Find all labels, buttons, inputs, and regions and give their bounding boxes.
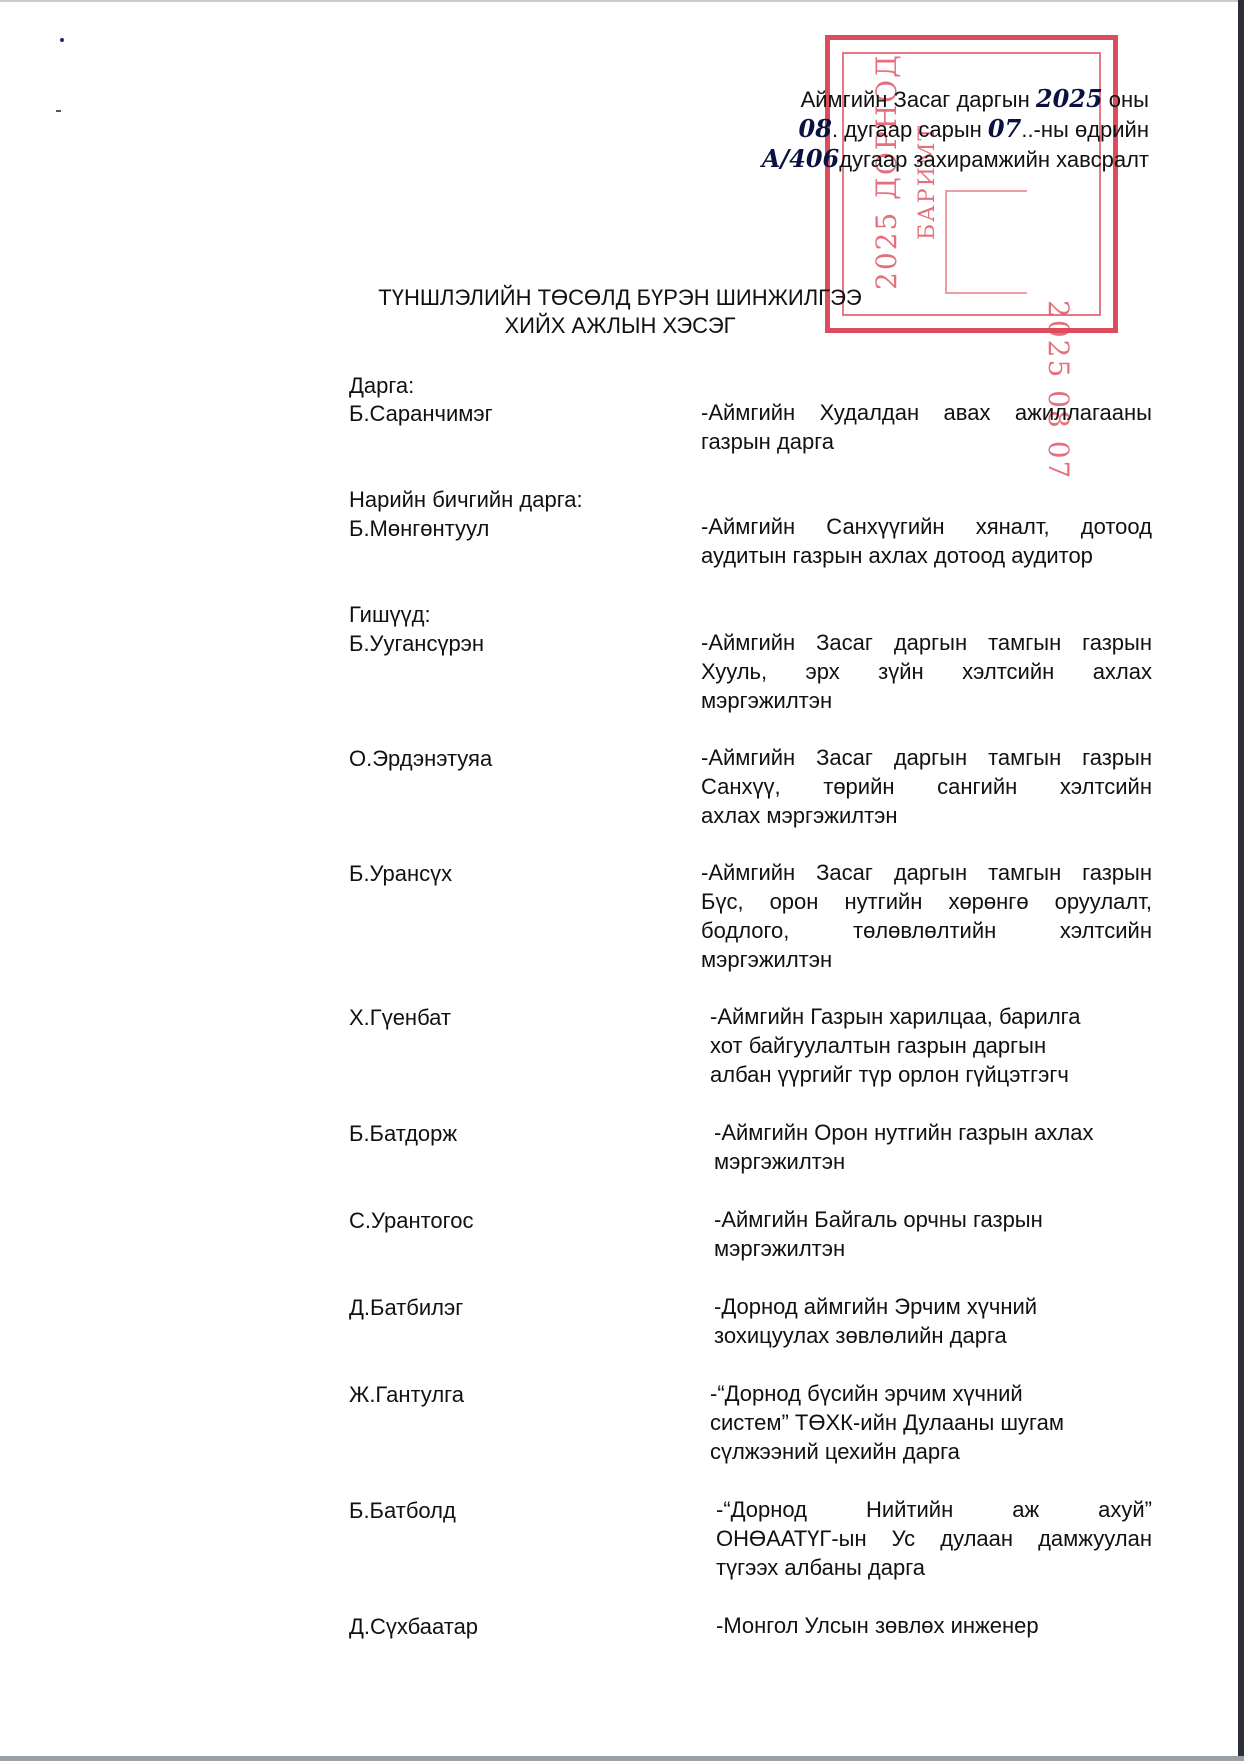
member-name: Х.Гүенбат (349, 1005, 452, 1030)
member-name: С.Урантогос (349, 1208, 474, 1233)
members-label: Гишүүд: (349, 602, 431, 627)
appendix-header (689, 84, 1149, 174)
scan-mark (56, 110, 61, 112)
stamp-inner-box (945, 190, 1027, 294)
handwritten-day: 07 (987, 114, 1022, 143)
member-name: Б.Батболд (349, 1498, 456, 1523)
handwritten-order-number: A/406 (761, 144, 840, 173)
title-line-2: ХИЙХ АЖЛЫН ХЭСЭГ (504, 313, 736, 338)
scan-top-edge (0, 0, 1244, 2)
stamp-scribble: 2025 08 07 (1042, 300, 1075, 481)
member-name: Б.Ууганcүрэн (349, 631, 485, 656)
member-position: -Дорнод аймгийн Эрчим хүчний зохицуулах зөвлөлийн дарга (714, 1294, 1038, 1348)
member-position: -Монгол Улсын зөвлөх инженер (716, 1613, 1039, 1638)
member-name: Б.Мөнгөнтуул (349, 516, 490, 541)
member-position: -Аймгийн Орон нутгийн газрын ахлах мэргэжилтэн (714, 1120, 1094, 1174)
member-position: -Аймгийн Засаг даргын тамгын газрын Бүс, орон нутгийн хөрөнгө оруулалт, бодлого, төлөвлөлтийн хэлтсийн мэргэжилтэн (701, 860, 1152, 972)
scan-dot (60, 38, 64, 42)
stamp-scribble: БАРИМТ (915, 123, 940, 240)
member-position: -“Дорнод Нийтийн аж ахуй” ОНӨААТҮГ-ын Ус дулаан дамжуулан түгээх албаны дарга (716, 1497, 1152, 1580)
member-position: -Аймгийн Байгаль орчны газрын мэргэжилтэн (714, 1207, 1043, 1261)
chair-label: Дарга: (349, 373, 415, 398)
scan-right-edge (1238, 0, 1244, 1761)
member-name: Д.Сүхбаатар (349, 1614, 479, 1639)
appendix-line-1: Аймгийн Засаг даргын 2025 оны (800, 84, 1149, 113)
member-position: -Аймгийн Санхүүгийн хяналт, дотоод аудитын газрын ахлах дотоод аудитор (701, 514, 1152, 568)
member-name: О.Эрдэнэтуяа (349, 746, 493, 771)
member-position: -“Дорнод бүсийн эрчим хүчний систем” ТӨХК-ийн Дулааны шугам сүлжээний цехийн дарга (710, 1381, 1064, 1464)
member-position: -Аймгийн Засаг даргын тамгын газрын Хууль, эрх зүйн хэлтсийн ахлах мэргэжилтэн (701, 630, 1152, 713)
member-name: Б.Батдорж (349, 1121, 458, 1146)
member-name: Д.Батбилэг (349, 1295, 464, 1320)
member-name: Б.Саранчимэг (349, 401, 493, 426)
appendix-line-3: A/406дугаар захирамжийн хавсралт (761, 144, 1149, 173)
handwritten-month: 08 (798, 114, 832, 143)
handwritten-year: 2025 (1035, 84, 1103, 113)
secretary-label: Нарийн бичгийн дарга: (349, 487, 583, 512)
stamp-scribble: 2025 ДОРНОД (870, 53, 903, 290)
member-name: Ж.Гантулга (349, 1382, 464, 1407)
member-position: -Аймгийн Худалдан авах ажиллагааны газрын дарга (701, 400, 1152, 454)
appendix-line-2: 08. дугаар сарын 07..-ны өдрийн (798, 114, 1149, 143)
member-position: -Аймгийн Газрын харилцаа, барилга хот байгуулалтын газрын даргын албан үүргийг түр орлон гүйцэтгэгч (710, 1004, 1081, 1087)
title-line-1: ТҮНШЛЭЛИЙН ТӨСӨЛД БҮРЭН ШИНЖИЛГЭЭ (378, 285, 862, 310)
member-name: Б.Урансүх (349, 861, 453, 886)
member-position: -Аймгийн Засаг даргын тамгын газрын Санхүү, төрийн сангийн хэлтсийн ахлах мэргэжилтэн (701, 745, 1152, 828)
document-title (320, 284, 920, 340)
scan-bottom-edge (0, 1756, 1244, 1761)
